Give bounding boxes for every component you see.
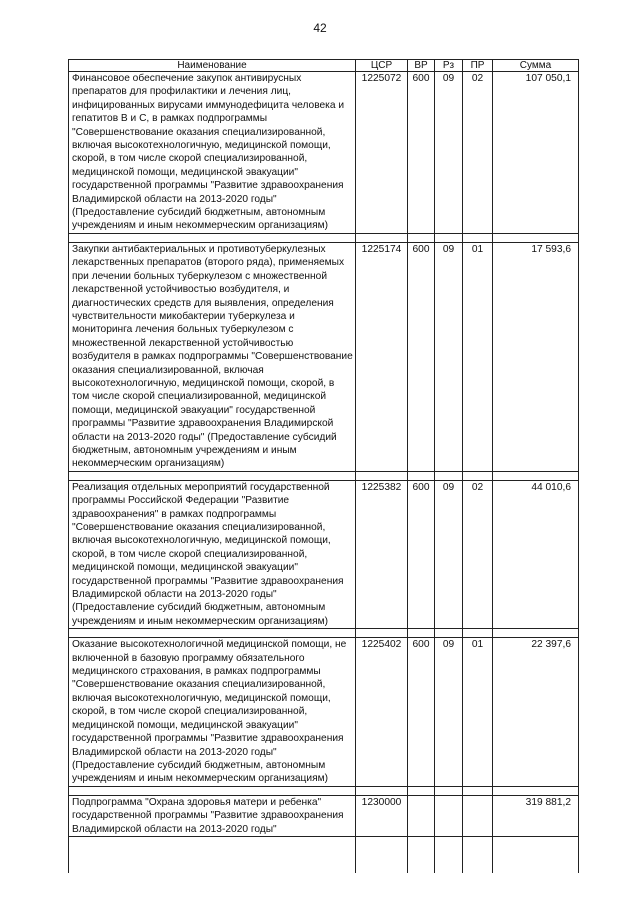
row-csr: 1225174 <box>356 242 408 471</box>
row-spacer <box>69 786 579 795</box>
row-pr: 01 <box>463 242 493 471</box>
header-name: Наименование <box>69 60 356 72</box>
row-vr: 600 <box>408 72 435 234</box>
row-vr <box>408 795 435 836</box>
row-rz: 09 <box>435 242 463 471</box>
table-row <box>69 480 579 628</box>
row-vr: 600 <box>408 242 435 471</box>
table-row <box>69 795 579 836</box>
row-rz <box>435 795 463 836</box>
row-name: Закупки антибактериальных и противотуберкулезных лекарственных препаратов (второго ряда), применяемых при лечении больных туберкулезом с множественной лекарственной устойчивостью возбудителя, и диагностических средств для выявления, определения чувствительности микобактерии туберкулеза и мониторинга лечения больных туберкулезом с множественной лекарственной устойчивостью возбудителя в рамках подпрограммы "Совершенствование оказания специализированной, включая высокотехнологичную, медицинской помощи, скорой, в том числе скорой специализированной, медицинской помощи, медицинской эвакуации" государственной программы "Развитие здравоохранения Владимирской области на 2013-2020 годы" (Предоставление субсидий бюджетным, автономным учреждениям и иным некоммерческим организациям) <box>69 242 356 471</box>
row-name: Финансовое обеспечение закупок антивирусных препаратов для профилактики и лечения лиц, инфицированных вирусами иммунодефицита человека и гепатитов В и С, в рамках подпрограммы "Совершенствование оказания специализированной, включая высокотехнологичную, медицинской помощи, скорой, в том числе скорой специализированной, медицинской помощи, медицинской эвакуации" государственной программы "Развитие здравоохранения Владимирской области на 2013-2020 годы" (Предоставление субсидий бюджетным, автономным учреждениям и иным некоммерческим организациям) <box>69 72 356 234</box>
header-rz: Рз <box>435 60 463 72</box>
row-name: Оказание высокотехнологичной медицинской помощи, не включенной в базовую программу обязательного медицинского страхования, в рамках подпрограммы "Совершенствование оказания специализированной, включая высокотехнологичную, медицинской помощи, скорой, в том числе скорой специализированной, медицинской помощи, медицинской эвакуации" государственной программы "Развитие здравоохранения Владимирской области на 2013-2020 годы" (Предоставление субсидий бюджетным, автономным учреждениям и иным некоммерческим организациям) <box>69 638 356 786</box>
row-sum: 22 397,6 <box>493 638 579 786</box>
row-pr: 02 <box>463 480 493 628</box>
page-number: 42 <box>313 21 327 35</box>
row-pr: 01 <box>463 638 493 786</box>
row-spacer <box>69 629 579 638</box>
row-rz: 09 <box>435 480 463 628</box>
row-vr: 600 <box>408 480 435 628</box>
row-spacer <box>69 233 579 242</box>
row-sum: 44 010,6 <box>493 480 579 628</box>
row-sum: 17 593,6 <box>493 242 579 471</box>
row-sum: 107 050,1 <box>493 72 579 234</box>
row-pr <box>463 795 493 836</box>
budget-table <box>68 59 579 873</box>
row-vr: 600 <box>408 638 435 786</box>
row-csr: 1225382 <box>356 480 408 628</box>
row-sum: 319 881,2 <box>493 795 579 836</box>
row-rz: 09 <box>435 72 463 234</box>
table-row <box>69 638 579 786</box>
row-csr: 1230000 <box>356 795 408 836</box>
row-csr: 1225072 <box>356 72 408 234</box>
header-csr: ЦСР <box>356 60 408 72</box>
table-row <box>69 242 579 471</box>
table-row <box>69 72 579 234</box>
header-pr: ПР <box>463 60 493 72</box>
header-sum: Сумма <box>493 60 579 72</box>
row-rz: 09 <box>435 638 463 786</box>
row-spacer <box>69 836 579 873</box>
table-header-row <box>69 60 579 72</box>
row-pr: 02 <box>463 72 493 234</box>
row-spacer <box>69 471 579 480</box>
row-name: Подпрограмма "Охрана здоровья матери и ребенка" государственной программы "Развитие здравоохранения Владимирской области на 2013-2020 годы" <box>69 795 356 836</box>
row-name: Реализация отдельных мероприятий государственной программы Российской Федерации "Развитие здравоохранения" в рамках подпрограммы "Совершенствование оказания специализированной, включая высокотехнологичную, медицинской помощи, скорой, в том числе скорой специализированной, медицинской помощи, медицинской эвакуации" государственной программы "Развитие здравоохранения Владимирской области на 2013-2020 годы" (Предоставление субсидий бюджетным, автономным учреждениям и иным некоммерческим организациям) <box>69 480 356 628</box>
header-vr: ВР <box>408 60 435 72</box>
row-csr: 1225402 <box>356 638 408 786</box>
